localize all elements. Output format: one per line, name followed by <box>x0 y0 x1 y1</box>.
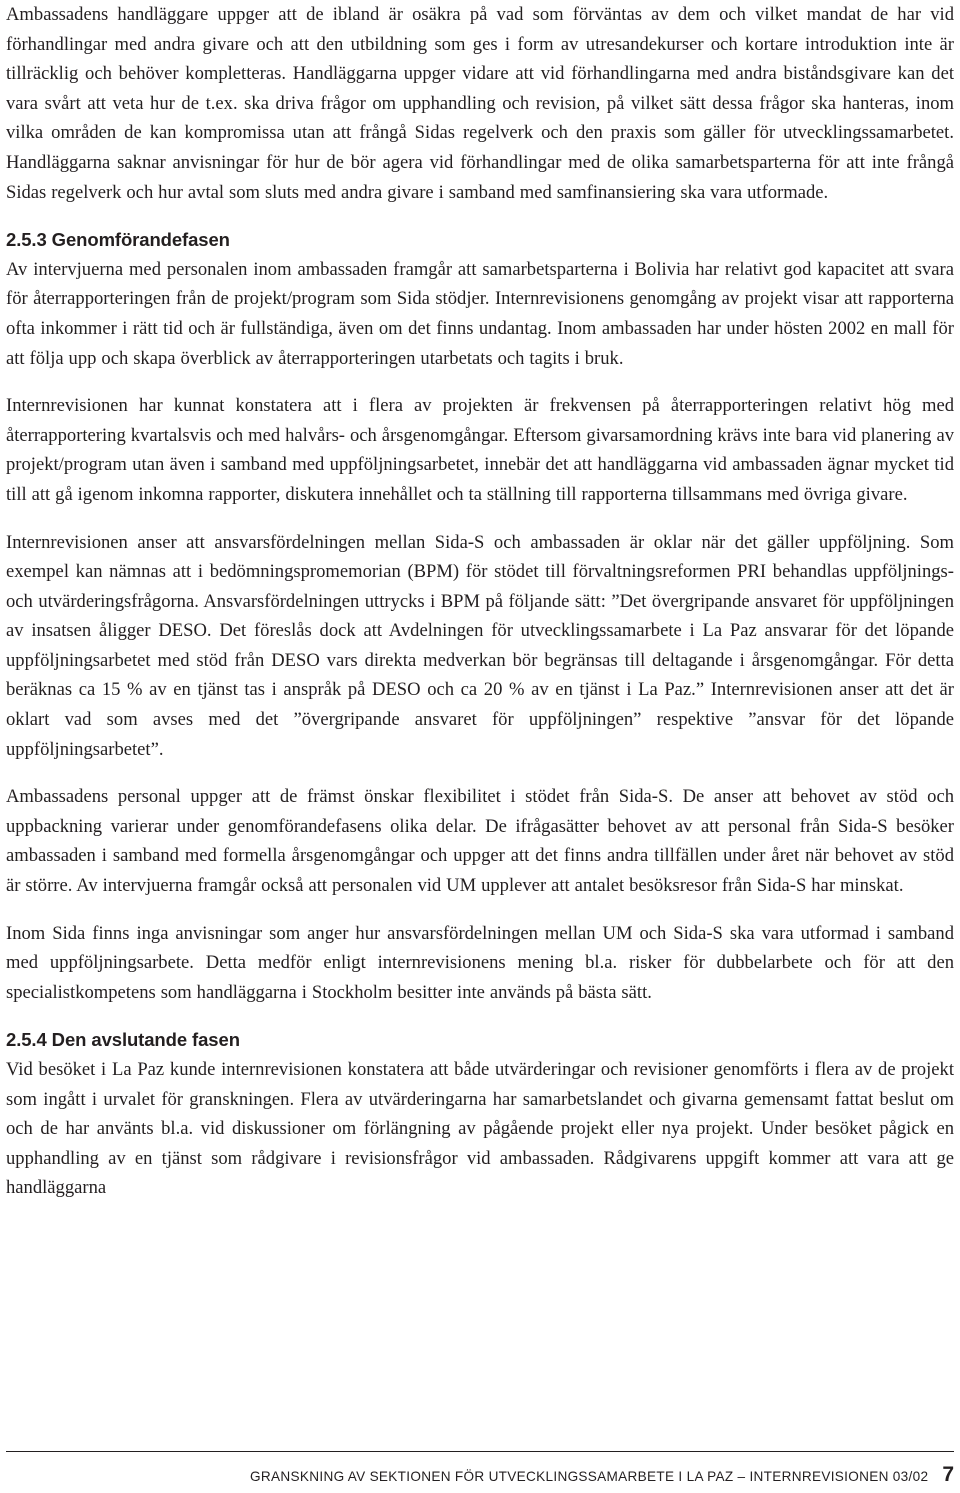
paragraph-intro: Ambassadens handläggare uppger att de ibland är osäkra på vad som förväntas av dem och vilket mandat de har vid förhandlingar med andra givare och att den utbildning som ges i form av utresandekurser och kortare introduktion inte är tillräcklig och behöver kompletteras. Handläggarna uppger vidare att vid förhandlingarna med andra biståndsgivare kan det vara svårt att veta hur de t.ex. ska driva frågor om upphandling och revision, på vilket sätt dessa frågor ska hanteras, inom vilka områden de kan kompromissa utan att frångå Sidas regelverk och den praxis som gäller för utvecklingssamarbetet. Handläggarna saknar anvisningar för hur de bör agera vid förhandlingar med de olika samarbetsparterna för att inte frångå Sidas regelverk och hur avtal som sluts med andra givare i samband med samfinansiering ska vara utformade. <box>6 4 954 203</box>
document-body <box>6 0 954 1221</box>
page-number: 7 <box>942 1463 954 1486</box>
paragraph-genomforande-1: Av intervjuerna med personalen inom ambassaden framgår att samarbetsparterna i Bolivia har relativt god kapacitet att svara för återrapporteringen från de projekt/program som Sida stödjer. Internrevisionens genomgång av projekt visar att rapporterna ofta inkommer i rätt tid och är fullständiga, även om det finns undantag. Inom ambassaden har under hösten 2002 en mall för att följa upp och skapa överblick av återrapporteringen utarbetats och tagits i bruk. <box>6 258 954 369</box>
paragraph-genomforande-5: Inom Sida finns inga anvisningar som anger hur ansvarsfördelningen mellan UM och Sida-S ska vara utformad i samband med uppföljningsarbete. Detta medför enligt internrevisionens mening bl.a. risker för dubbelarbete och för att den specialistkompetens som handläggarna i Stockholm besitter inte används på bästa sätt. <box>6 922 954 1003</box>
paragraph-genomforande-2: Internrevisionen har kunnat konstatera att i flera av projekten är frekvensen på återrapporteringen relativt hög med återrapportering kvartalsvis och med halvårs- och årsgenomgångar. Eftersom givarsamordning krävs inte bara vid planering av projekt/program utan även i samband med uppföljningsarbetet, innebär det att handläggarna vid ambassaden ägnar mycket tid till att gå igenom inkomna rapporter, diskutera innehållet och ta ställning till rapporterna tillsammans med övriga givare. <box>6 395 954 505</box>
section-heading-avslutande-fasen: 2.5.4 Den avslutande fasen <box>6 1029 240 1051</box>
paragraph-genomforande-4: Ambassadens personal uppger att de främst önskar flexibilitet i stödet från Sida-S. De anser att behovet av stöd och uppbackning varierar under genomförandefasens olika delar. De ifrågasätter behovet av att personal från Sida-S besöker ambassaden i samband med formella årsgenomgångar och uppger att det finns andra tillfällen under året när behovet av stöd är större. Av intervjuerna framgår också att personalen vid UM upplever att antalet besöksresor från Sida-S har minskat. <box>6 786 954 897</box>
footer-running-title: GRANSKNING AV SEKTIONEN FÖR UTVECKLINGSSAMARBETE I LA PAZ – INTERNREVISIONEN 03/02 <box>250 1469 929 1484</box>
page-footer <box>6 1463 954 1491</box>
footer-divider <box>6 1451 954 1452</box>
paragraph-genomforande-3: Internrevisionen anser att ansvarsfördelningen mellan Sida-S och ambassaden är oklar när det gäller uppföljning. Som exempel kan nämnas att i bedömningspromemorian (BPM) för stödet till förvaltningsreformen PRI behandlas uppföljnings- och utvärderingsfrågorna. Ansvarsfördelningen uttrycks i BPM på följande sätt: ”Det övergripande ansvaret för uppföljningen av insatsen åligger DESO. Det föreslås dock att Avdelningen för utvecklingssamarbete i La Paz ansvarar för det löpande uppföljningsarbetet med stöd från DESO vars direkta medverkan bör begränsas till deltagande i årsgenomgångar. För detta beräknas ca 15 % av en tjänst tas i anspråk på DESO och ca 20 % av en tjänst i La Paz.” Internrevisionen anser att det är oklart vad som avses med det ”övergripande ansvaret för uppföljningen” respektive ”ansvar för det löpande uppföljningsarbetet”. <box>6 531 954 760</box>
section-heading-genomforandefasen: 2.5.3 Genomförandefasen <box>6 229 230 251</box>
paragraph-avslutande-1: Vid besöket i La Paz kunde internrevisionen konstatera att både utvärderingar och revisioner genomförts i flera av de projekt som ingått i urvalet för granskningen. Flera av utvärderingarna har samarbetslandet och givarna gemensamt fattat beslut om och de har använts bl.a. vid diskussioner om förlängning av pågående projekt eller nya projekt. Under besöket pågick en upphandling av en tjänst som rådgivare i revisionsfrågor vid ambassaden. Rådgivarens uppgift kommer att vara att ge handläggarna <box>6 1059 954 1199</box>
